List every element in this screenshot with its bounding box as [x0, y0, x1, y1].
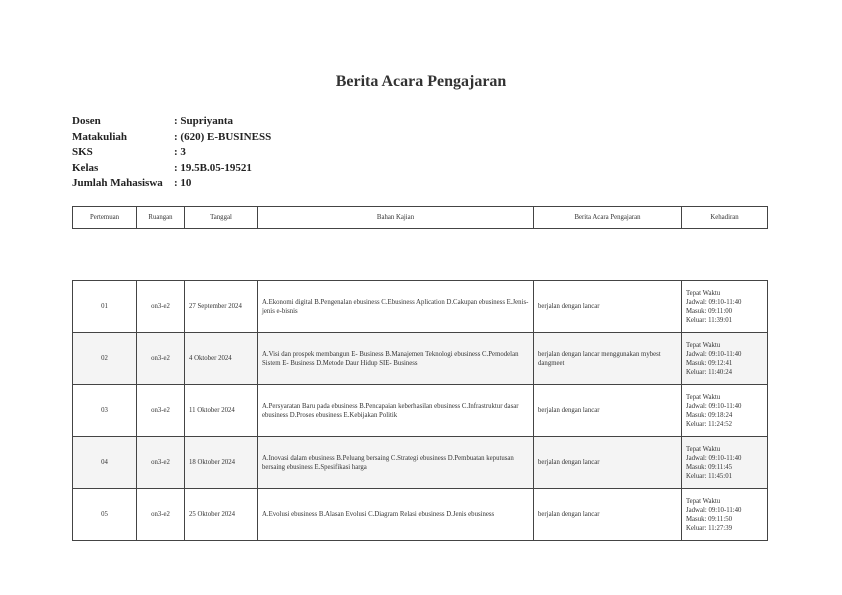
cell-tanggal: 4 Oktober 2024 — [185, 333, 258, 385]
info-row-kelas — [72, 161, 271, 177]
table-row — [73, 489, 768, 541]
info-label: Kelas — [72, 161, 99, 174]
cell-ruangan: on3-e2 — [137, 437, 185, 489]
cell-pertemuan: 04 — [73, 437, 137, 489]
cell-bahan-kajian: A.Ekonomi digital B.Pengenalan ebusiness C.Ebusiness Aplication D.Cakupan ebusiness E.Jenis-jenis e-bisnis — [258, 281, 534, 333]
cell-pertemuan: 02 — [73, 333, 137, 385]
kehadiran-keluar: Keluar: 11:27:39 — [686, 524, 732, 532]
info-value: : Supriyanta — [174, 115, 233, 127]
kehadiran-masuk: Masuk: 09:18:24 — [686, 411, 733, 419]
kehadiran-keluar: Keluar: 11:24:52 — [686, 420, 732, 428]
header-pertemuan: Pertemuan — [73, 207, 137, 229]
cell-berita-acara: berjalan dengan lancar — [534, 437, 682, 489]
table-row — [73, 385, 768, 437]
kehadiran-status: Tepat Waktu — [686, 289, 721, 297]
kehadiran-status: Tepat Waktu — [686, 341, 721, 349]
cell-tanggal: 25 Oktober 2024 — [185, 489, 258, 541]
header-berita-acara: Berita Acara Pengajaran — [534, 207, 682, 229]
cell-kehadiran — [682, 333, 768, 385]
kehadiran-jadwal: Jadwal: 09:10-11:40 — [686, 402, 742, 410]
cell-kehadiran — [682, 281, 768, 333]
kehadiran-masuk: Masuk: 09:11:00 — [686, 307, 733, 315]
kehadiran-keluar: Keluar: 11:45:01 — [686, 472, 732, 480]
kehadiran-masuk: Masuk: 09:11:45 — [686, 463, 733, 471]
cell-pertemuan: 01 — [73, 281, 137, 333]
cell-berita-acara: berjalan dengan lancar — [534, 489, 682, 541]
cell-ruangan: on3-e2 — [137, 385, 185, 437]
header-bahan-kajian: Bahan Kajian — [258, 207, 534, 229]
cell-berita-acara: berjalan dengan lancar — [534, 281, 682, 333]
info-label: Jumlah Mahasiswa — [72, 177, 163, 189]
cell-tanggal: 11 Oktober 2024 — [185, 385, 258, 437]
kehadiran-status: Tepat Waktu — [686, 393, 721, 401]
cell-kehadiran — [682, 385, 768, 437]
table-row — [73, 333, 768, 385]
cell-kehadiran — [682, 489, 768, 541]
info-label: SKS — [72, 146, 93, 158]
cell-ruangan: on3-e2 — [137, 281, 185, 333]
cell-berita-acara: berjalan dengan lancar — [534, 385, 682, 437]
table-spacer — [73, 229, 768, 281]
kehadiran-status: Tepat Waktu — [686, 445, 721, 453]
kehadiran-masuk: Masuk: 09:11:50 — [686, 515, 733, 523]
cell-pertemuan: 05 — [73, 489, 137, 541]
kehadiran-status: Tepat Waktu — [686, 497, 721, 505]
kehadiran-jadwal: Jadwal: 09:10-11:40 — [686, 506, 742, 514]
cell-tanggal: 18 Oktober 2024 — [185, 437, 258, 489]
cell-tanggal: 27 September 2024 — [185, 281, 258, 333]
info-value: : 19.5B.05-19521 — [174, 161, 252, 174]
table-row — [73, 437, 768, 489]
table-header-row — [73, 207, 768, 229]
info-row-matakuliah — [72, 130, 271, 146]
info-label: Matakuliah — [72, 130, 128, 143]
cell-ruangan: on3-e2 — [137, 489, 185, 541]
info-value: : (620) E-BUSINESS — [174, 130, 272, 143]
kehadiran-jadwal: Jadwal: 09:10-11:40 — [686, 454, 742, 462]
info-row-sks — [72, 145, 271, 161]
header-tanggal: Tanggal — [185, 207, 258, 229]
cell-bahan-kajian: A.Persyaratan Baru pada ebusiness B.Pencapaian keberhasilan ebusiness C.Infrastruktur dasar ebusiness D.Proses ebusiness E.Kebijakan Politik — [258, 385, 534, 437]
cell-bahan-kajian: A.Inovasi dalam ebusiness B.Peluang bersaing C.Strategi ebusiness D.Pembuatan keputusan bersaing ebusiness E.Spesifikasi harga — [258, 437, 534, 489]
cell-ruangan: on3-e2 — [137, 333, 185, 385]
kehadiran-keluar: Keluar: 11:39:01 — [686, 316, 732, 324]
cell-bahan-kajian: A.Visi dan prospek membangun E- Business B.Manajemen Teknologi ebusiness C.Pemodelan Sistem E- Business D.Metode Daur Hidup SIE- Business — [258, 333, 534, 385]
info-value: : 3 — [174, 146, 186, 158]
kehadiran-jadwal: Jadwal: 09:10-11:40 — [686, 350, 742, 358]
cell-bahan-kajian: A.Evolusi ebusiness B.Alasan Evolusi C.Diagram Relasi ebusiness D.Jenis ebusiness — [258, 489, 534, 541]
cell-berita-acara: berjalan dengan lancar menggunakan mybest dangmeet — [534, 333, 682, 385]
info-value: : 10 — [174, 177, 192, 189]
header-kehadiran: Kehadiran — [682, 207, 768, 229]
table-row — [73, 281, 768, 333]
kehadiran-masuk: Masuk: 09:12:41 — [686, 359, 733, 367]
kehadiran-jadwal: Jadwal: 09:10-11:40 — [686, 298, 742, 306]
cell-pertemuan: 03 — [73, 385, 137, 437]
info-label: Dosen — [72, 115, 101, 127]
header-ruangan: Ruangan — [137, 207, 185, 229]
cell-kehadiran — [682, 437, 768, 489]
info-row-jumlah-mahasiswa — [72, 176, 271, 192]
teaching-record-table — [72, 206, 768, 541]
kehadiran-keluar: Keluar: 11:40:24 — [686, 368, 732, 376]
course-info — [72, 114, 271, 192]
info-row-dosen — [72, 114, 271, 130]
page-title: Berita Acara Pengajaran — [335, 73, 507, 90]
